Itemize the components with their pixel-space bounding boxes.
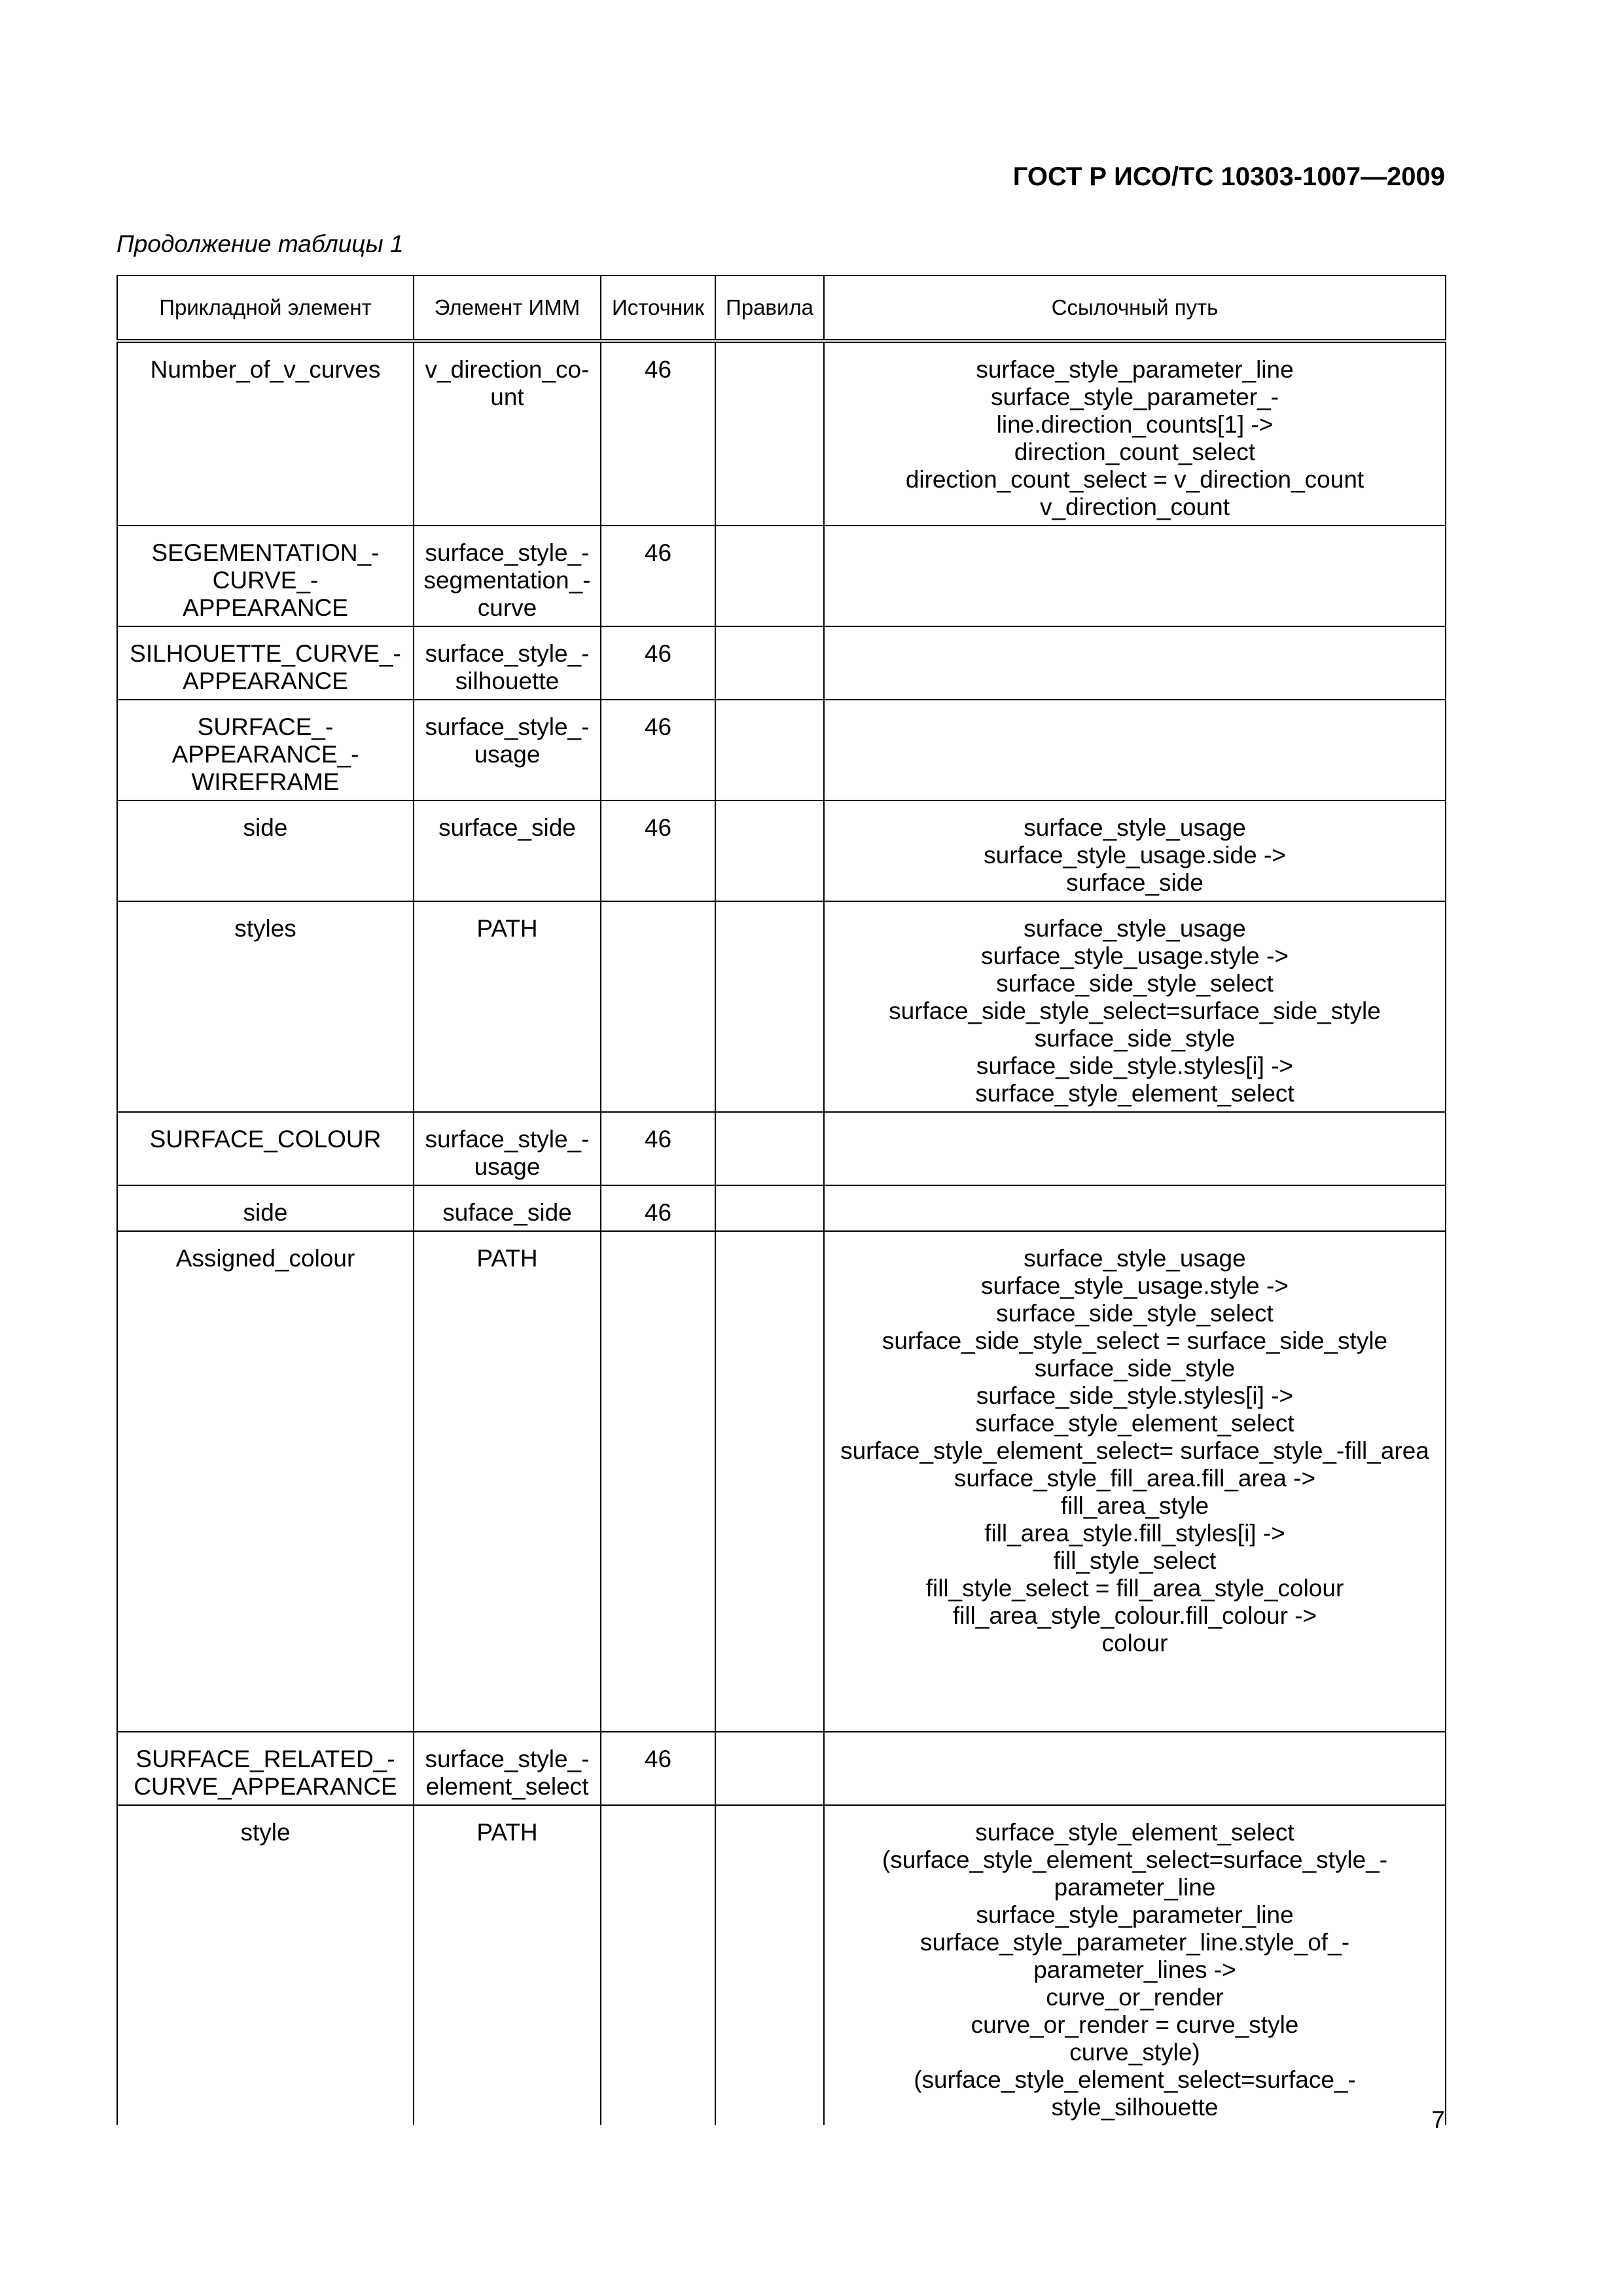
cell-rules	[715, 1112, 824, 1185]
cell-source-text: 46	[644, 1126, 672, 1153]
column-header-app-element: Прикладной элемент	[117, 276, 414, 341]
cell-reference-path-text: surface_style_element_select (surface_style_element_select=surface_style_- parameter_line surface_style_parameter_line surface_style_parameter_line.style_of_- parameter_lines -> curve_or_render curve_or_render = curve_style curve_style) (surface_style_element_select=surface_- style_silhouette	[882, 1819, 1388, 2121]
cell-aim-element-text: surface_side	[438, 814, 576, 841]
cell-rules	[715, 1231, 824, 1732]
cell-source	[601, 626, 715, 700]
cell-rules	[715, 1805, 824, 2125]
cell-aim-element	[414, 1112, 601, 1185]
cell-reference-path	[824, 1185, 1446, 1231]
cell-reference-path-text: surface_style_usage surface_style_usage.style -> surface_side_style_select surface_side_style_select = surface_side_style surface_side_style surface_side_style.styles[i] -> surface_style_element_select surface_style_element_select= surface_style_-fill_area surface_style_fill_area.fill_area -> fill_area_style fill_area_style.fill_styles[i] -> fill_style_select fill_style_select = fill_area_style_colour fill_area_style_colour.fill_colour -> colour	[840, 1245, 1429, 1657]
cell-reference-path	[824, 526, 1446, 626]
cell-reference-path	[824, 626, 1446, 700]
cell-aim-element-text: surface_style_- segmentation_- curve	[423, 539, 591, 621]
cell-reference-path	[824, 1732, 1446, 1805]
cell-app-element-text: Assigned_colour	[175, 1245, 355, 1272]
table-row	[117, 800, 1446, 901]
table-row	[117, 341, 1446, 526]
cell-app-element-text: styles	[234, 915, 296, 942]
column-header-rules: Правила	[715, 276, 824, 341]
cell-app-element	[117, 1185, 414, 1231]
cell-app-element	[117, 626, 414, 700]
cell-source-text: 46	[644, 713, 672, 740]
cell-app-element-text: style	[240, 1819, 291, 1846]
cell-aim-element-text: PATH	[476, 915, 538, 942]
cell-source	[601, 1805, 715, 2125]
cell-app-element	[117, 800, 414, 901]
cell-aim-element-text: PATH	[476, 1819, 538, 1846]
cell-source	[601, 700, 715, 800]
cell-aim-element	[414, 626, 601, 700]
cell-app-element-text: SURFACE_RELATED_- CURVE_APPEARANCE	[134, 1746, 397, 1800]
cell-aim-element	[414, 700, 601, 800]
cell-app-element-text: side	[243, 1199, 288, 1226]
cell-aim-element-text: suface_side	[442, 1199, 572, 1226]
cell-reference-path-text: surface_style_parameter_line surface_style_parameter_- line.direction_counts[1] -> direction_count_select direction_count_select = v_direction_count v_direction_count	[905, 356, 1364, 520]
cell-aim-element	[414, 1185, 601, 1231]
cell-rules	[715, 626, 824, 700]
cell-app-element	[117, 1805, 414, 2125]
cell-source	[601, 1732, 715, 1805]
cell-aim-element-text: surface_style_- usage	[425, 1126, 590, 1180]
table-row	[117, 526, 1446, 626]
cell-app-element-text: SURFACE_COLOUR	[149, 1126, 382, 1153]
cell-app-element-text: SEGEMENTATION_- CURVE_- APPEARANCE	[151, 539, 380, 621]
cell-source-text: 46	[644, 356, 672, 383]
cell-rules	[715, 901, 824, 1112]
cell-app-element	[117, 700, 414, 800]
cell-source	[601, 901, 715, 1112]
mapping-table	[116, 275, 1446, 2125]
table-row	[117, 700, 1446, 800]
cell-reference-path	[824, 341, 1446, 526]
cell-aim-element-text: PATH	[476, 1245, 538, 1272]
cell-aim-element-text: surface_style_- silhouette	[425, 640, 590, 694]
table-row	[117, 1112, 1446, 1185]
cell-reference-path-text: surface_style_usage surface_style_usage.style -> surface_side_style_select surface_side_style_select=surface_side_style surface_side_style surface_side_style.styles[i] -> surface_style_element_select	[889, 915, 1381, 1107]
cell-source	[601, 1231, 715, 1732]
page-number: 7	[1431, 2106, 1445, 2133]
table-body	[117, 341, 1446, 2125]
cell-aim-element	[414, 901, 601, 1112]
cell-aim-element	[414, 341, 601, 526]
cell-source	[601, 800, 715, 901]
cell-app-element	[117, 1231, 414, 1732]
cell-reference-path	[824, 1112, 1446, 1185]
cell-aim-element	[414, 1231, 601, 1732]
cell-app-element	[117, 901, 414, 1112]
cell-reference-path	[824, 1231, 1446, 1732]
cell-rules	[715, 700, 824, 800]
cell-app-element-text: Number_of_v_curves	[150, 356, 381, 383]
table-row	[117, 1185, 1446, 1231]
cell-app-element-text: SURFACE_- APPEARANCE_- WIREFRAME	[171, 713, 359, 795]
cell-app-element-text: side	[243, 814, 288, 841]
column-header-aim-element: Элемент ИММ	[414, 276, 601, 341]
table-row	[117, 626, 1446, 700]
cell-rules	[715, 1732, 824, 1805]
cell-reference-path-text: surface_style_usage surface_style_usage.side -> surface_side	[984, 814, 1286, 896]
cell-aim-element	[414, 1732, 601, 1805]
column-header-reference-path: Ссылочный путь	[824, 276, 1446, 341]
cell-reference-path	[824, 901, 1446, 1112]
cell-aim-element-text: surface_style_- usage	[425, 713, 590, 768]
document-id: ГОСТ Р ИСО/ТС 10303-1007—2009	[1012, 162, 1445, 191]
cell-aim-element	[414, 1805, 601, 2125]
cell-rules	[715, 526, 824, 626]
cell-reference-path	[824, 700, 1446, 800]
cell-aim-element	[414, 526, 601, 626]
cell-rules	[715, 800, 824, 901]
cell-source-text: 46	[644, 1746, 672, 1772]
cell-source	[601, 1185, 715, 1231]
cell-rules	[715, 1185, 824, 1231]
table-continuation-caption: Продолжение таблицы 1	[116, 230, 404, 257]
cell-source-text: 46	[644, 814, 672, 841]
cell-reference-path	[824, 1805, 1446, 2125]
cell-app-element	[117, 1732, 414, 1805]
cell-source	[601, 1112, 715, 1185]
table-header-row	[117, 276, 1446, 341]
cell-aim-element-text: v_direction_co- unt	[425, 356, 590, 410]
cell-source-text: 46	[644, 539, 672, 566]
cell-app-element	[117, 1112, 414, 1185]
cell-aim-element	[414, 800, 601, 901]
cell-source	[601, 526, 715, 626]
cell-source-text: 46	[644, 640, 672, 667]
table-row	[117, 901, 1446, 1112]
cell-rules	[715, 341, 824, 526]
table-row	[117, 1805, 1446, 2125]
cell-app-element	[117, 341, 414, 526]
cell-app-element	[117, 526, 414, 626]
column-header-source: Источник	[601, 276, 715, 341]
cell-source-text: 46	[644, 1199, 672, 1226]
cell-app-element-text: SILHOUETTE_CURVE_- APPEARANCE	[130, 640, 401, 694]
table-row	[117, 1231, 1446, 1732]
table-row	[117, 1732, 1446, 1805]
cell-source	[601, 341, 715, 526]
cell-aim-element-text: surface_style_- element_select	[425, 1746, 590, 1800]
cell-reference-path	[824, 800, 1446, 901]
